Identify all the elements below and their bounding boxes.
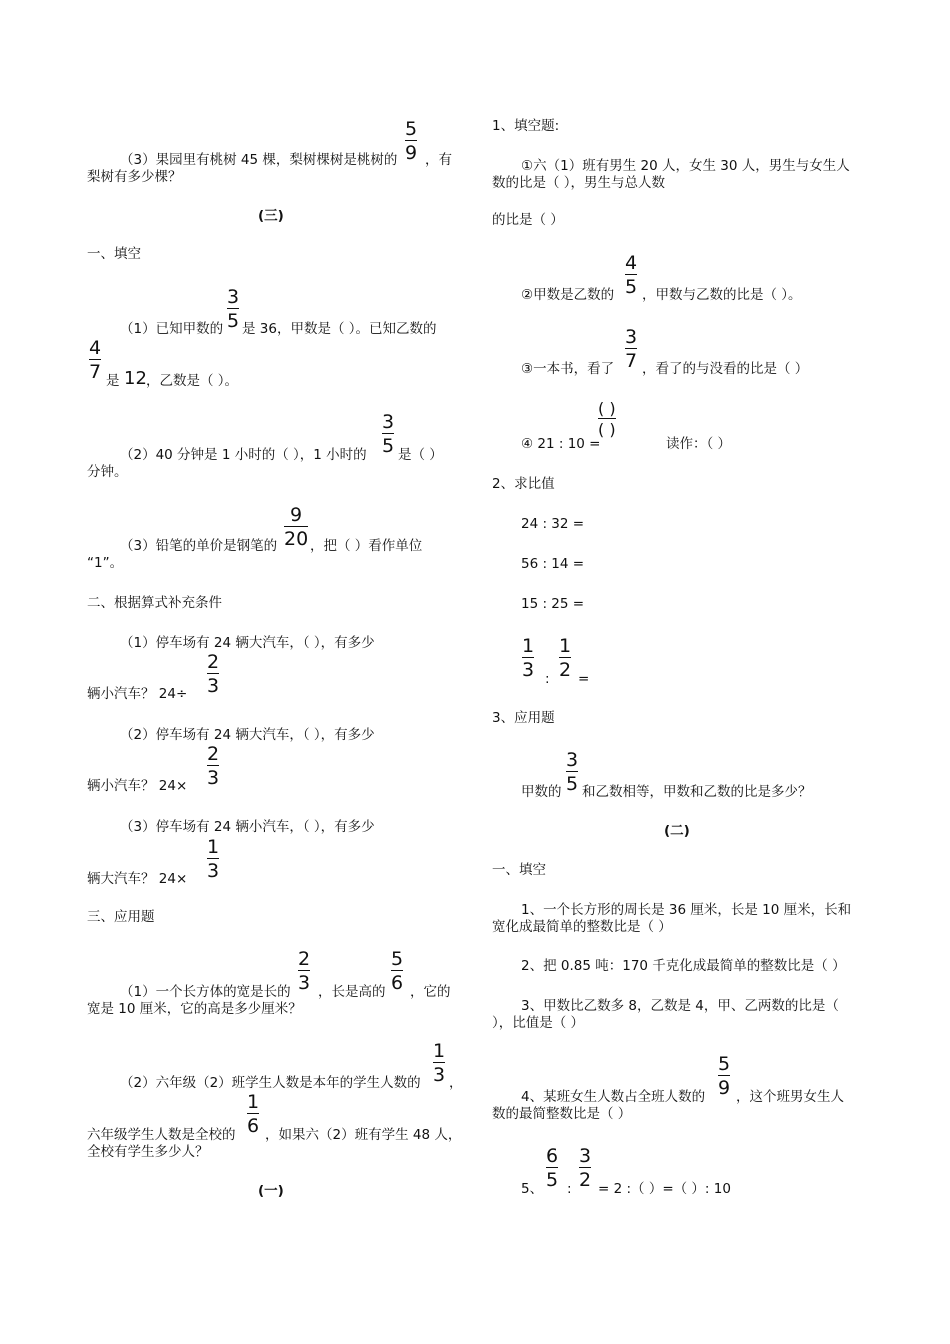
question-text: 六年级学生人数是全校的: [87, 1127, 236, 1143]
question-text: 4、某班女生人数占全班人数的: [521, 1089, 706, 1105]
fraction: 4 5: [625, 252, 638, 298]
question-text: 梨树有多少棵？: [87, 169, 182, 185]
question-text: （2）停车场有 24 辆大汽车，（ ），有多少: [120, 727, 375, 743]
question-text: ①六（1）班有男生 20 人，女生 30 人，男生与女生人: [521, 158, 850, 174]
fraction: 3 5: [566, 749, 579, 795]
question-text: 1、一个长方形的周长是 36 厘米，长是 10 厘米，长和: [521, 902, 852, 918]
fraction: 4 7: [89, 337, 102, 383]
number: 12: [124, 368, 147, 389]
ratio-item: 15 : 25 =: [521, 596, 585, 612]
question-text: 辆小汽车？ 24×: [87, 778, 188, 794]
fraction: 2 3: [207, 743, 220, 789]
question-text: 数的比是（ ），男生与总人数: [492, 175, 666, 191]
question-text: （3）果园里有桃树 45 棵，梨树棵树是桃树的: [120, 152, 398, 168]
fraction: 2 3: [298, 948, 311, 994]
fraction: 1 2: [559, 635, 572, 681]
question-text: 3、甲数比乙数多 8，乙数是 4，甲、乙两数的比是（: [521, 998, 839, 1014]
question-text: 辆大汽车？ 24×: [87, 871, 188, 887]
question-text: = 2 :（ ）=（ ）: 10: [598, 1181, 731, 1197]
fraction: 3 5: [382, 411, 395, 457]
heading: 1、填空题:: [492, 118, 560, 134]
colon: :: [567, 1181, 572, 1197]
section-title: (一): [258, 1183, 284, 1199]
fraction: 3 2: [579, 1145, 592, 1191]
question-text: “1”。: [87, 555, 124, 571]
question-text: ③一本书，看了: [521, 361, 615, 377]
question-text: 甲数的: [521, 784, 562, 800]
question-text: ②甲数是乙数的: [521, 287, 615, 303]
question-text: ，这个班男女生人: [736, 1089, 844, 1105]
equals: =: [578, 671, 590, 687]
question-text: ，有: [425, 152, 452, 168]
fraction: 3 7: [625, 326, 638, 372]
question-text: （3）铅笔的单价是钢笔的: [120, 538, 278, 554]
fraction: 1 3: [433, 1040, 446, 1086]
question-text: ，乙数是（ ）。: [146, 373, 239, 389]
fraction: 9 20: [284, 504, 309, 550]
colon: :: [545, 671, 550, 687]
question-text: 宽化成最简单的整数比是（ ）: [492, 919, 672, 935]
question-text: 和乙数相等，甲数和乙数的比是多少？: [582, 784, 812, 800]
fraction: 1 6: [247, 1091, 260, 1137]
question-text: 5、: [521, 1181, 544, 1197]
question-text: 分钟。: [87, 464, 128, 480]
question-text: 宽是 10 厘米，它的高是多少厘米？: [87, 1001, 302, 1017]
question-text: 读作：（ ）: [666, 436, 732, 452]
fraction: 5 9: [718, 1053, 731, 1099]
question-text: ④ 21 : 10 =: [521, 436, 601, 452]
section-title: (三): [258, 208, 284, 224]
question-text: （2）40 分钟是 1 小时的（ ），1 小时的: [120, 447, 367, 463]
question-text: 数的最简整数比是（ ）: [492, 1106, 632, 1122]
question-text: （1）一个长方体的宽是长的: [120, 984, 291, 1000]
fraction: 5 9: [405, 118, 418, 164]
question-text: ，它的: [410, 984, 451, 1000]
heading: 一、填空: [492, 862, 546, 878]
question-text: （1）已知甲数的: [120, 321, 224, 337]
fraction: 1 3: [522, 635, 535, 681]
question-text: 是 36，甲数是（ ）。已知乙数的: [242, 321, 437, 337]
question-text: ，长是高的: [318, 984, 386, 1000]
question-text: （2）六年级（2）班学生人数是本年的学生人数的: [120, 1075, 421, 1091]
question-text: 是: [106, 373, 120, 389]
heading: 三、应用题: [87, 909, 155, 925]
fraction: 3 5: [227, 286, 240, 332]
question-text: （3）停车场有 24 辆小汽车，（ ），有多少: [120, 819, 375, 835]
question-text: 辆小汽车？ 24÷: [87, 686, 188, 702]
ratio-item: 24 : 32 =: [521, 516, 585, 532]
heading: 2、求比值: [492, 476, 555, 492]
question-text: ，: [449, 1075, 463, 1091]
question-text: 是（ ）: [398, 447, 443, 463]
heading: 3、应用题: [492, 710, 555, 726]
question-text: ，看了的与没看的比是（ ）: [642, 361, 809, 377]
question-text: 全校有学生多少人？: [87, 1144, 209, 1160]
question-text: ），比值是（ ）: [492, 1015, 585, 1031]
question-text: 2、把 0.85 吨：170 千克化成最简单的整数比是（ ）: [521, 958, 846, 974]
heading: 二、根据算式补充条件: [87, 595, 222, 611]
blank-fraction: ( ) ( ): [598, 399, 616, 439]
question-text: ，甲数与乙数的比是（ ）。: [642, 287, 802, 303]
fraction: 6 5: [546, 1145, 559, 1191]
question-text: 的比是（ ）: [492, 212, 564, 228]
heading: 一、填空: [87, 246, 141, 262]
question-text: （1）停车场有 24 辆大汽车，（ ），有多少: [120, 635, 375, 651]
section-title: (二): [664, 823, 690, 839]
fraction: 2 3: [207, 651, 220, 697]
ratio-item: 56 : 14 =: [521, 556, 585, 572]
fraction: 5 6: [391, 948, 404, 994]
question-text: ，把（ ）看作单位: [310, 538, 423, 554]
fraction: 1 3: [207, 836, 220, 882]
question-text: ，如果六（2）班有学生 48 人，: [265, 1127, 462, 1143]
